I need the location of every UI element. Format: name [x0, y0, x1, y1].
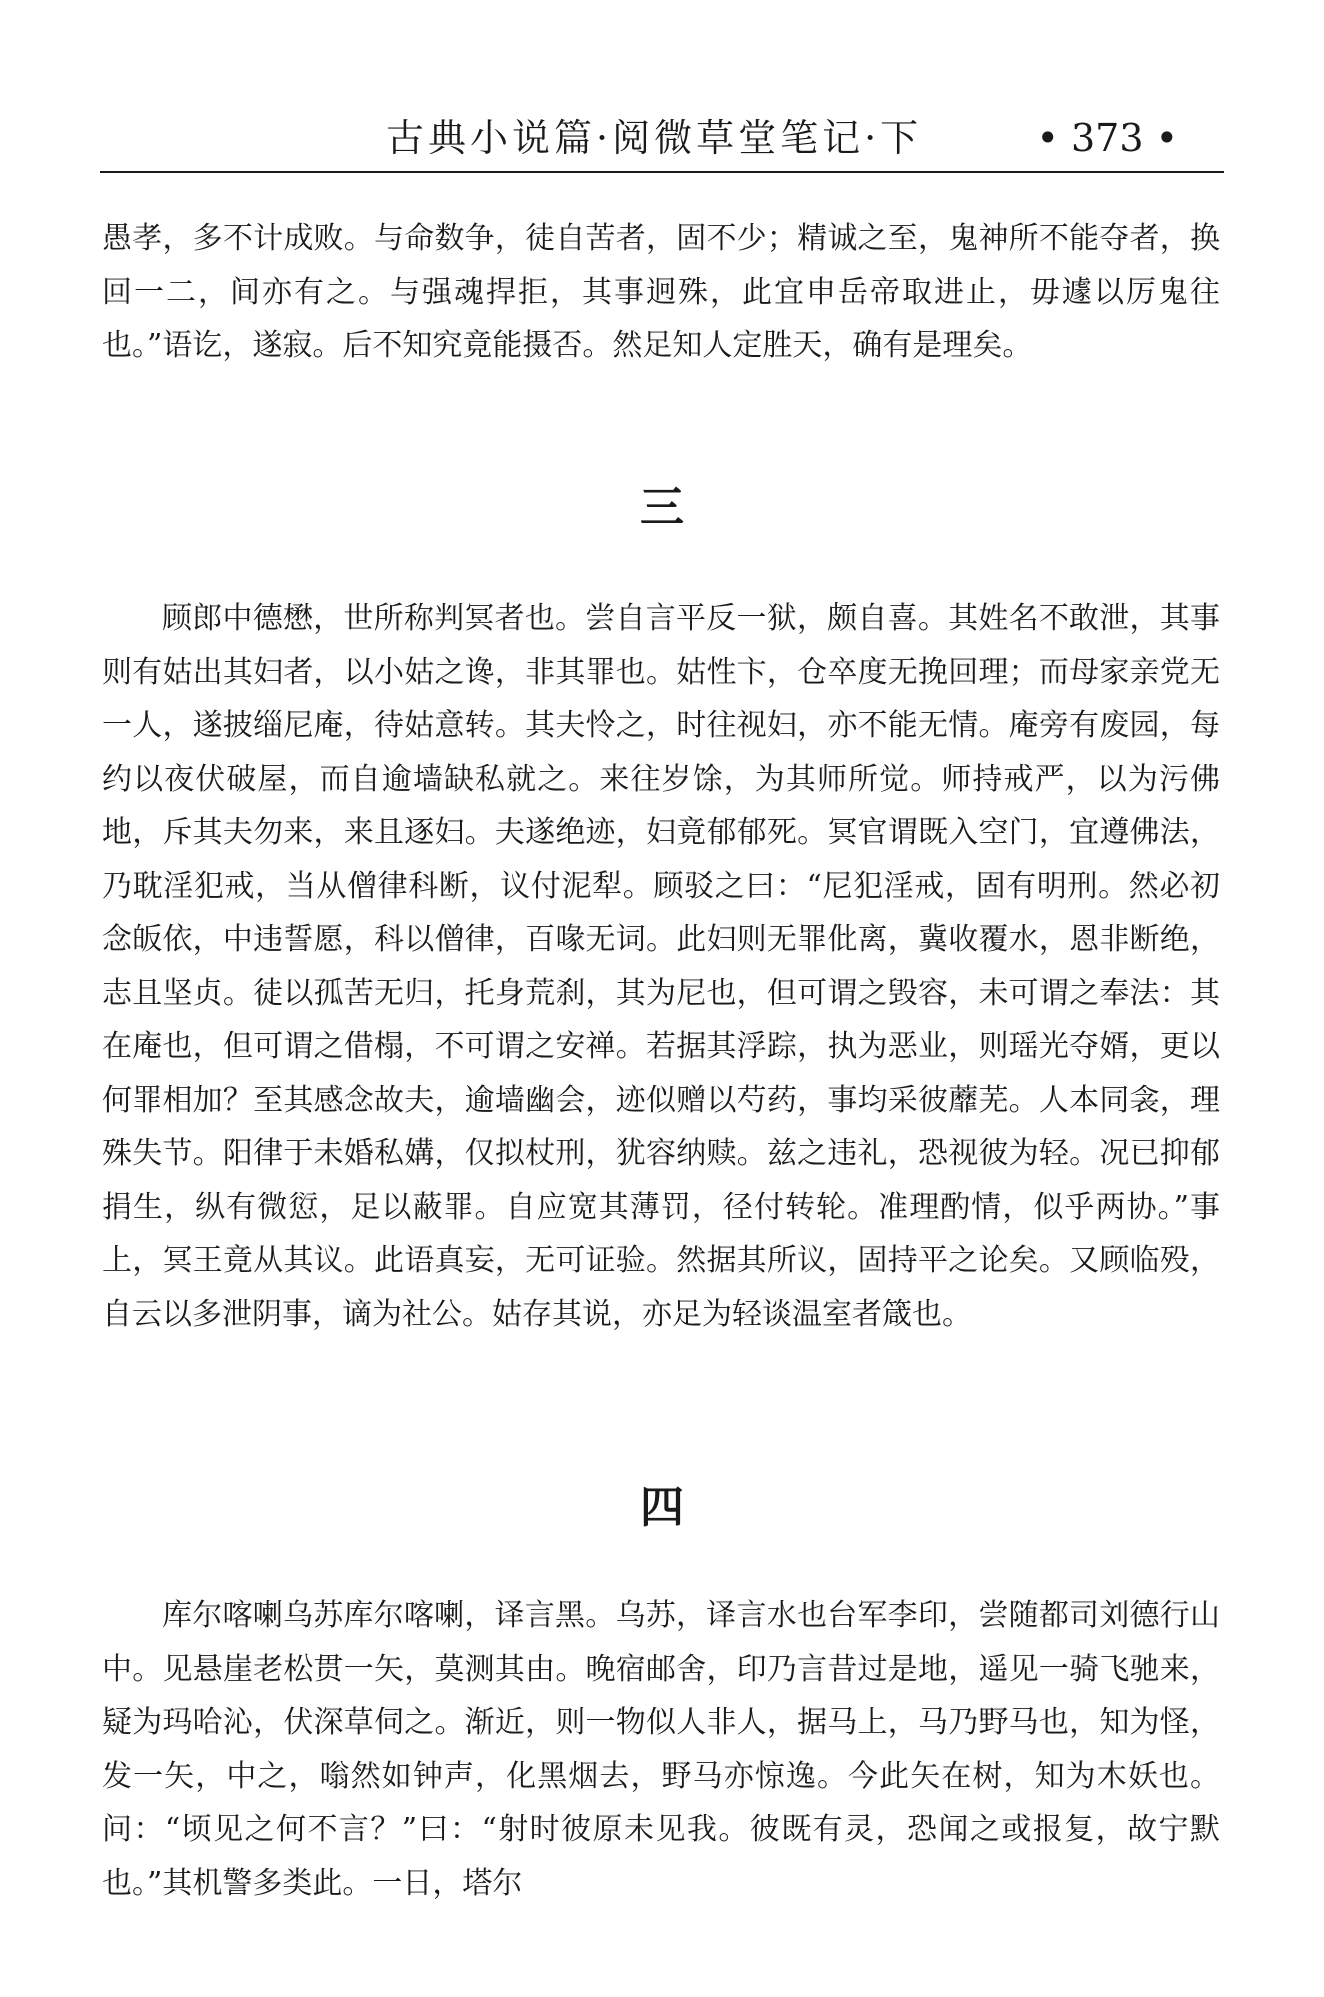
paragraph-text: 库尔喀喇乌苏库尔喀喇，译言黑。乌苏，译言水也台军李印，尝随都司刘德行山中。见悬崖老松贯一矢，莫测其由。晚宿邮舍，印乃言昔过是地，遥见一骑飞驰来，疑为玛哈沁，伏深草伺之。渐近，则一物似人非人，据马上，马乃野马也，知为怪，发一矢，中之，嗡然如钟声，化黑烟去，野马亦惊逸。今此矢在树，知为木妖也。问：“顷见之何不言？”曰：“射时彼原未见我。彼既有灵，恐闻之或报复，故宁默也。”其机警多类此。一日，塔尔: [102, 1598, 1220, 1901]
paragraph-text: 愚孝，多不计成败。与命数争，徒自苦者，固不少；精诚之至，鬼神所不能夺者，换回一二，间亦有之。与强魂捍拒，其事迥殊，此宜申岳帝取进止，毋遽以厉鬼往也。”语讫，遂寂。后不知究竟能摄否。然足知人定胜天，确有是理矣。: [102, 221, 1220, 363]
running-head: [100, 112, 1224, 164]
paragraph-text: 顾郎中德懋，世所称判冥者也。尝自言平反一狱，颇自喜。其姓名不敢泄，其事则有姑出其妇者，以小姑之谗，非其罪也。姑性卞，仓卒度无挽回理；而母家亲党无一人，遂披缁尼庵，待姑意转。其夫怜之，时往视妇，亦不能无情。庵旁有废园，每约以夜伏破屋，而自逾墙缺私就之。来往岁馀，为其师所觉。师持戒严，以为污佛地，斥其夫勿来，来且逐妇。夫遂绝迹，妇竟郁郁死。冥官谓既入空门，宜遵佛法，乃耽淫犯戒，当从僧律科断，议付泥犁。顾驳之曰：“尼犯淫戒，固有明刑。然必初念皈依，中违誓愿，科以僧律，百喙无词。此妇则无罪仳离，冀收覆水，恩非断绝，志且坚贞。徒以孤苦无归，托身荒刹，其为尼也，但可谓之毁容，未可谓之奉法：其在庵也，但可谓之借榻，不可谓之安禅。若据其浮踪，执为恶业，则瑶光夺婿，更以何罪相加？至其感念故夫，逾墙幽会，迹似赠以芍药，事均采彼蘼芜。人本同衾，理殊失节。阳律于未婚私媾，仅拟杖刑，犹容纳赎。兹之违礼，恐视彼为轻。况已抑郁捐生，纵有微愆，足以蔽罪。自应宽其薄罚，径付转轮。准理酌情，似乎两协。”事上，冥王竟从其议。此语真妄，无可证验。然据其所议，固持平之论矣。又顾临殁，自云以多泄阴事，谪为社公。姑存其说，亦足为轻谈温室者箴也。: [102, 601, 1220, 1332]
section-heading-three: 三: [640, 482, 684, 533]
continuation-paragraph: [102, 212, 1220, 373]
page-number: • 373 •: [1036, 116, 1178, 160]
header-rule: [100, 171, 1224, 173]
running-title: 古典小说篇·阅微草堂笔记·下: [386, 116, 923, 160]
section-three-paragraph: [102, 592, 1220, 1341]
section-four-paragraph: [102, 1589, 1220, 1910]
section-heading-four: 四: [640, 1482, 684, 1533]
